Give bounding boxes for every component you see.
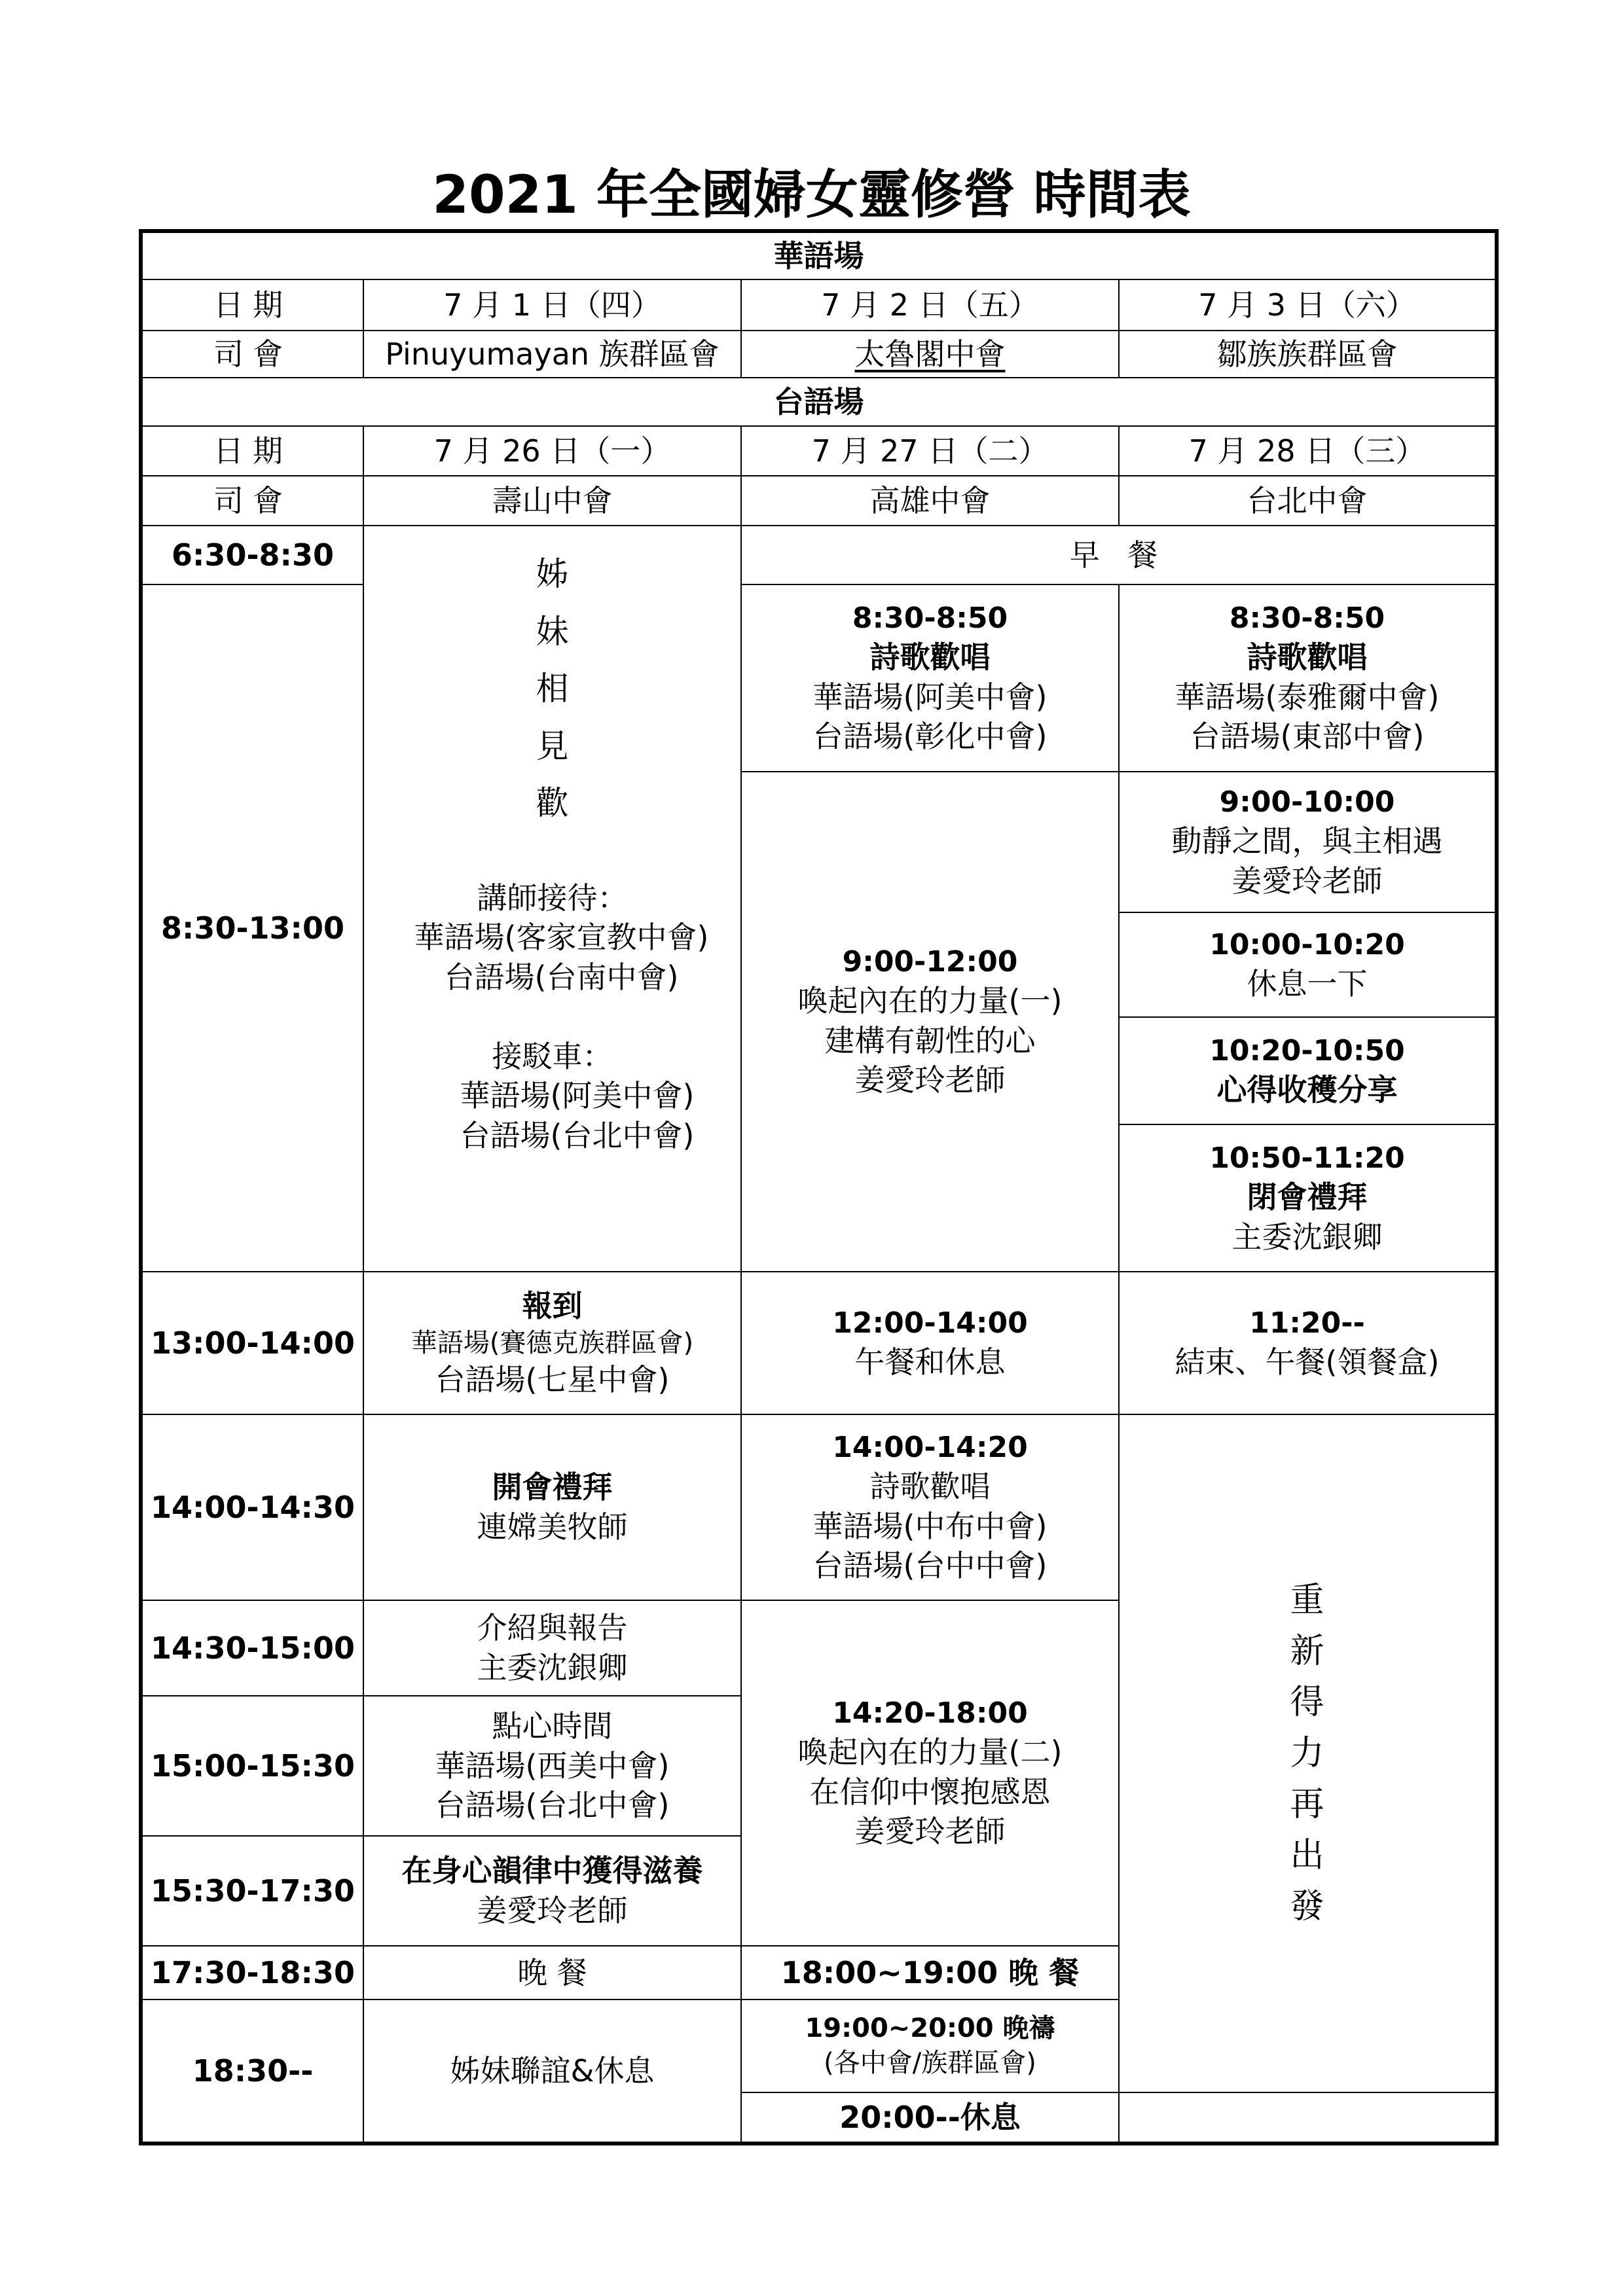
day3-break xyxy=(1120,912,1495,1017)
day1-shuttle-mandarin: 華語場(阿美中會) xyxy=(460,1078,695,1114)
mandarin-section-header: 華語場 xyxy=(141,231,1497,279)
time-slot-1500: 15:00-15:30 xyxy=(141,1696,363,1836)
day1-nourish-title: 在身心韻律中獲得滋養 xyxy=(401,1853,703,1889)
mandarin-host-day3: 鄒族族群區會 xyxy=(1119,331,1497,378)
day2-session1-time: 9:00-12:00 xyxy=(842,944,1018,978)
day3-afternoon-cell xyxy=(1119,1414,1497,2092)
day2-lunch-title: 午餐和休息 xyxy=(854,1344,1006,1380)
day2-hymn2-taiwanese: 台語場(台中中會) xyxy=(812,1548,1048,1584)
time-slot-0830: 8:30-13:00 xyxy=(141,584,363,1272)
taiwanese-host-day2: 高雄中會 xyxy=(741,476,1119,526)
day1-opening-speaker: 連嫦美牧師 xyxy=(477,1509,628,1545)
time-slot-1530: 15:30-17:30 xyxy=(141,1836,363,1946)
day3-hymn-mandarin: 華語場(泰雅爾中會) xyxy=(1175,679,1440,715)
mandarin-host-day2 xyxy=(741,331,1119,378)
day2-session2-title: 喚起內在的力量(二) xyxy=(797,1734,1063,1770)
day1-snack-cell xyxy=(363,1696,741,1836)
day3-hymn-title: 詩歌歡唱 xyxy=(1247,639,1368,675)
day3-closing-time: 10:50-11:20 xyxy=(1209,1141,1405,1175)
day1-greeting: 姊妹相見歡 xyxy=(536,555,569,822)
day1-shuttle-label: 接駁車： xyxy=(492,1038,613,1074)
mandarin-host-day1: Pinuyumayan 族群區會 xyxy=(363,331,741,378)
day1-snack-mandarin: 華語場(西美中會) xyxy=(435,1748,670,1784)
day1-shuttle-taiwanese: 台語場(台北中會) xyxy=(460,1118,695,1154)
mandarin-date-label: 日期 xyxy=(141,279,363,331)
day1-intro-cell xyxy=(363,1600,741,1696)
taiwanese-date-day3: 7 月 28 日（三） xyxy=(1119,426,1497,476)
day3-end-cell xyxy=(1119,1272,1497,1414)
mandarin-date-day3: 7 月 3 日（六） xyxy=(1119,279,1497,331)
day3-s1-speaker: 姜愛玲老師 xyxy=(1231,863,1383,899)
day2-hymn-taiwanese: 台語場(彰化中會) xyxy=(812,719,1048,755)
schedule-table xyxy=(139,229,1499,2145)
day3-hymn-taiwanese: 台語場(東部中會) xyxy=(1190,719,1425,755)
day3-closing-title: 閉會禮拜 xyxy=(1247,1179,1368,1215)
day2-hymn2-cell xyxy=(741,1414,1119,1600)
time-slot-1400: 14:00-14:30 xyxy=(141,1414,363,1600)
taiwanese-section-header: 台語場 xyxy=(141,378,1497,426)
day2-hymn-mandarin: 華語場(阿美中會) xyxy=(812,679,1048,715)
day2-lunch-time: 12:00-14:00 xyxy=(832,1306,1028,1340)
day2-session1-speaker: 姜愛玲老師 xyxy=(854,1062,1006,1098)
day1-speaker-reception-mandarin: 華語場(客家宣教中會) xyxy=(414,920,709,956)
day1-intro-speaker: 主委沈銀卿 xyxy=(477,1650,628,1685)
taiwanese-host-label: 司會 xyxy=(141,476,363,526)
taiwanese-date-day2: 7 月 27 日（二） xyxy=(741,426,1119,476)
day1-checkin-title: 報到 xyxy=(522,1287,583,1323)
day1-fellowship: 姊妹聯誼&休息 xyxy=(363,2000,741,2144)
day1-morning-cell xyxy=(363,526,741,1272)
day2-lunch-cell xyxy=(741,1272,1119,1414)
day2-session1-cell xyxy=(741,772,1119,1272)
day2-prayer-cell xyxy=(741,2000,1119,2092)
day3-s1-title: 動靜之間，與主相遇 xyxy=(1171,823,1443,859)
day3-departure: 重新得力再出發 xyxy=(1290,1581,1324,1926)
day3-share-title: 心得收穫分享 xyxy=(1216,1071,1398,1107)
day3-s1-time: 9:00-10:00 xyxy=(1219,785,1395,819)
mandarin-host-label: 司會 xyxy=(141,331,363,378)
day2-session2-speaker: 姜愛玲老師 xyxy=(854,1814,1006,1850)
day2-hymn2-title: 詩歌歡唱 xyxy=(869,1468,991,1504)
day2-dinner: 18:00~19:00 晚 餐 xyxy=(741,1946,1119,2000)
day1-checkin-taiwanese: 台語場(七星中會) xyxy=(435,1362,670,1398)
time-slot-1830: 18:30-- xyxy=(141,2000,363,2144)
day3-break-time: 10:00-10:20 xyxy=(1209,927,1405,961)
day3-end-title: 結束、午餐(領餐盒) xyxy=(1175,1344,1440,1380)
day1-speaker-reception-taiwanese: 台語場(台南中會) xyxy=(444,959,679,995)
taiwanese-host-day3: 台北中會 xyxy=(1119,476,1497,526)
day1-speaker-reception-label: 講師接待： xyxy=(477,880,628,916)
day2-session2-sub: 在信仰中懷抱感恩 xyxy=(809,1774,1051,1810)
page-title: 2021 年全國婦女靈修營 時間表 xyxy=(432,164,1191,225)
day3-share xyxy=(1120,1017,1495,1124)
time-slot-1730: 17:30-18:30 xyxy=(141,1946,363,2000)
day1-opening-cell xyxy=(363,1414,741,1600)
day3-closing xyxy=(1120,1124,1495,1271)
day3-session1 xyxy=(1120,772,1495,912)
breakfast-cell: 早 餐 xyxy=(741,526,1497,584)
day2-prayer-time: 19:00~20:00 晚禱 xyxy=(805,2013,1055,2044)
day3-end-time: 11:20-- xyxy=(1249,1306,1365,1340)
day1-checkin-mandarin: 華語場(賽德克族群區會) xyxy=(410,1327,694,1358)
day1-snack-taiwanese: 台語場(台北中會) xyxy=(435,1787,670,1823)
time-slot-1430: 14:30-15:00 xyxy=(141,1600,363,1696)
day2-rest: 20:00--休息 xyxy=(741,2092,1119,2144)
day3-break-title: 休息一下 xyxy=(1247,965,1368,1001)
taiwanese-date-day1: 7 月 26 日（一） xyxy=(363,426,741,476)
day2-hymn-time: 8:30-8:50 xyxy=(852,601,1008,635)
day3-morning-cell xyxy=(1119,772,1497,1272)
day1-opening-title: 開會禮拜 xyxy=(492,1469,613,1505)
taiwanese-host-day1: 壽山中會 xyxy=(363,476,741,526)
day2-hymn-title: 詩歌歡唱 xyxy=(869,639,991,675)
taiwanese-date-label: 日期 xyxy=(141,426,363,476)
day1-nourish-speaker: 姜愛玲老師 xyxy=(477,1893,628,1928)
day3-hymn-time: 8:30-8:50 xyxy=(1229,601,1385,635)
day2-hymn2-mandarin: 華語場(中布中會) xyxy=(812,1508,1048,1544)
day2-prayer-note: (各中會/族群區會) xyxy=(824,2048,1036,2078)
day2-hymn-cell xyxy=(741,584,1119,772)
day3-closing-speaker: 主委沈銀卿 xyxy=(1231,1219,1383,1255)
day1-snack-title: 點心時間 xyxy=(492,1708,613,1744)
day2-session2-time: 14:20-18:00 xyxy=(832,1696,1028,1730)
mandarin-host-day2-text: 太魯閣中會 xyxy=(854,336,1006,372)
day2-session2-cell xyxy=(741,1600,1119,1946)
day2-session1-title: 喚起內在的力量(一) xyxy=(797,982,1063,1018)
day3-hymn-cell xyxy=(1119,584,1497,772)
day2-hymn2-time: 14:00-14:20 xyxy=(832,1430,1028,1464)
day3-share-time: 10:20-10:50 xyxy=(1209,1033,1405,1067)
day1-intro-title: 介紹與報告 xyxy=(477,1610,628,1646)
day1-checkin-cell xyxy=(363,1272,741,1414)
mandarin-date-day2: 7 月 2 日（五） xyxy=(741,279,1119,331)
mandarin-date-day1: 7 月 1 日（四） xyxy=(363,279,741,331)
time-slot-1300: 13:00-14:00 xyxy=(141,1272,363,1414)
day2-session1-sub: 建構有韌性的心 xyxy=(824,1022,1036,1058)
time-slot-0630: 6:30-8:30 xyxy=(141,526,363,584)
day1-nourish-cell xyxy=(363,1836,741,1946)
day1-dinner: 晚 餐 xyxy=(363,1946,741,2000)
